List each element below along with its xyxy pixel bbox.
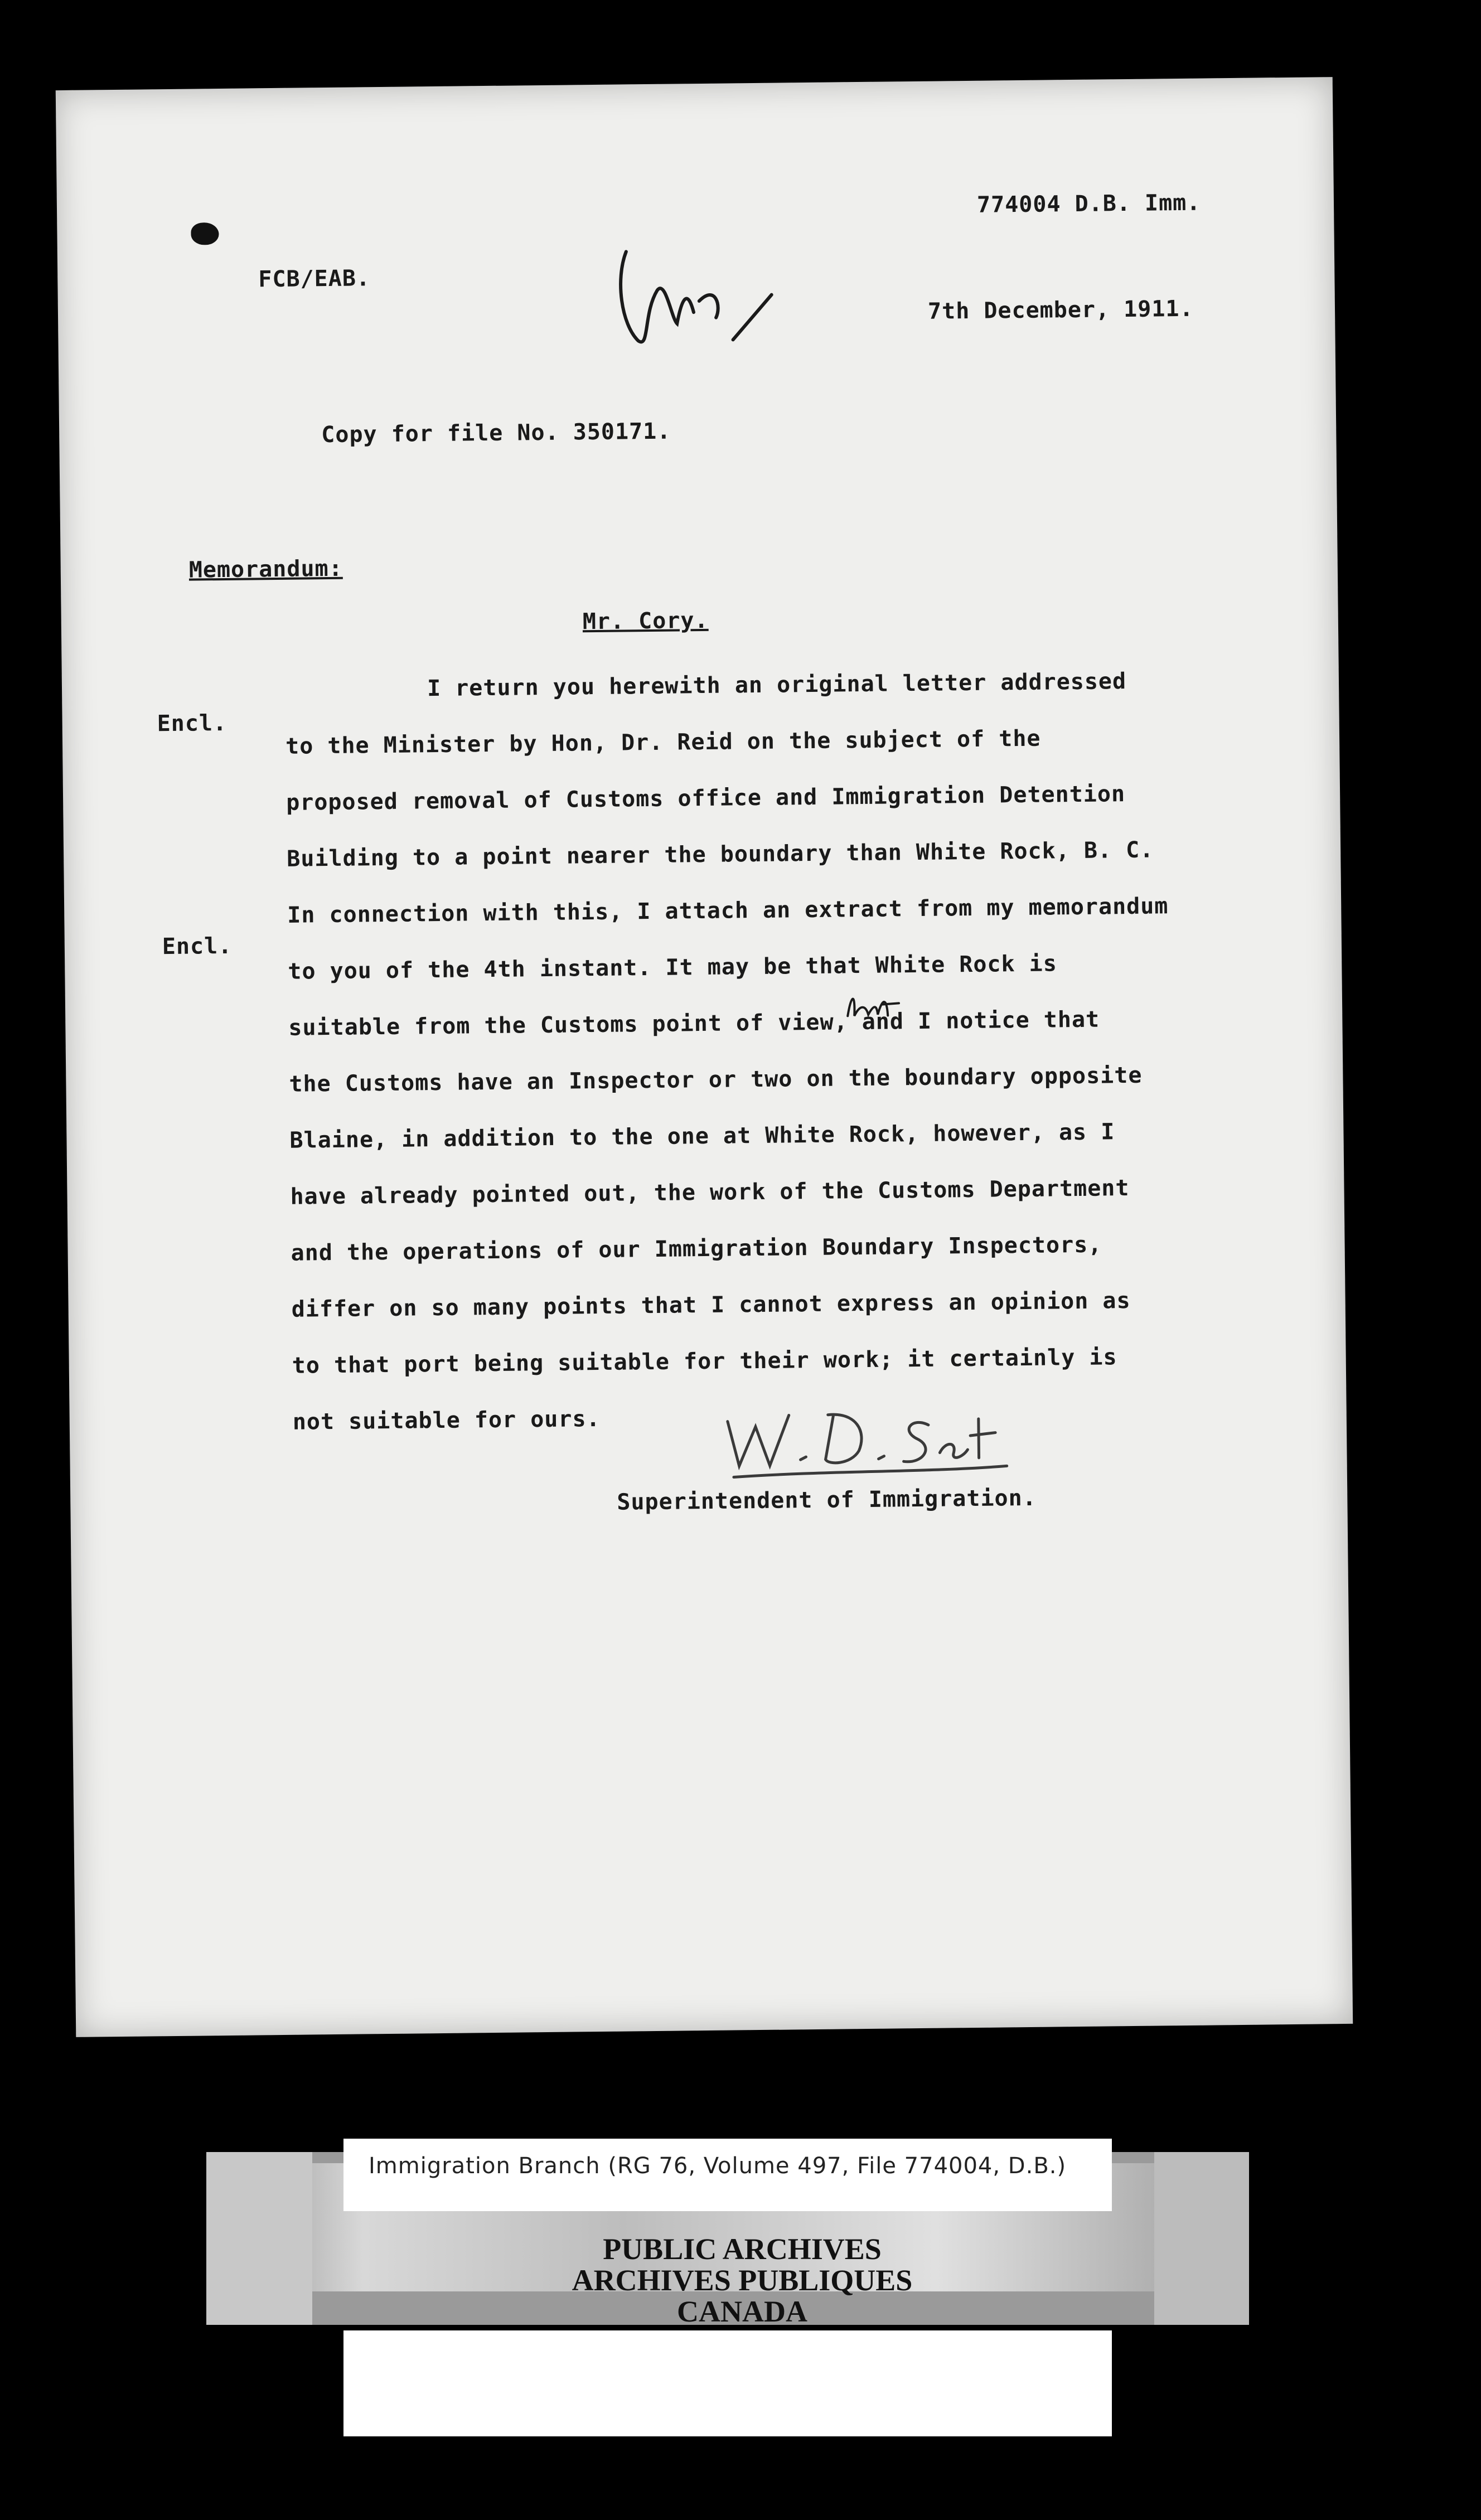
typist-initials: FCB/EAB. (258, 265, 371, 293)
signature-icon (716, 1396, 1018, 1483)
file-reference: 774004 D.B. Imm. (976, 190, 1201, 218)
body-line: differ on so many points that I cannot express an opinion as (291, 1288, 1131, 1322)
archive-source: Immigration Branch (RG 76, Volume 497, File 774004, D.B.) (369, 2153, 1067, 2179)
memorandum-heading: Memorandum: (188, 555, 343, 583)
signature-title: Superintendent of Immigration. (617, 1485, 1037, 1515)
body-line: proposed removal of Customs office and Immigration Detention (285, 781, 1126, 816)
stamp-line: CANADA (677, 2295, 807, 2328)
label-blank-area (343, 2330, 1112, 2436)
body-line: suitable from the Customs point of view, and I notice that (288, 1006, 1100, 1041)
body-line: In connection with this, I attach an extract from my memorandum (287, 893, 1169, 928)
body-line: to the Minister by Hon, Dr. Reid on the subject of the (285, 725, 1041, 759)
body-line: Blaine, in addition to the one at White Rock, however, as I (289, 1119, 1115, 1154)
letter-date: 7th December, 1911. (927, 295, 1194, 324)
label-left-end (206, 2152, 312, 2325)
body-line: I return you herewith an original letter addressed (427, 668, 1127, 702)
memo-body (285, 651, 1325, 1450)
body-line: to that port being suitable for their work; it certainly is (292, 1344, 1117, 1379)
document-page (56, 77, 1353, 2037)
body-line: the Customs have an Inspector or two on the boundary opposite (289, 1062, 1143, 1097)
label-right-end (1154, 2152, 1249, 2325)
handwritten-mark-icon (603, 227, 783, 385)
handwritten-correction-icon (843, 987, 905, 1021)
body-line: Building to a point nearer the boundary than White Rock, B. C. (286, 837, 1154, 872)
stamp-line: ARCHIVES PUBLIQUES (572, 2264, 913, 2297)
copy-for-file: Copy for file No. 350171. (321, 418, 671, 448)
body-line: have already pointed out, the work of the Customs Department (290, 1175, 1130, 1210)
stamp-line: PUBLIC ARCHIVES (603, 2232, 882, 2266)
enclosure-note: Encl. (162, 933, 233, 960)
archive-stamp (511, 2233, 974, 2328)
punch-hole (191, 222, 219, 245)
body-line: and the operations of our Immigration Boundary Inspectors, (291, 1232, 1102, 1266)
body-line: not suitable for ours. (292, 1406, 601, 1435)
addressee: Mr. Cory. (582, 607, 709, 635)
enclosure-note: Encl. (157, 710, 228, 737)
archive-source-tag (343, 2139, 1112, 2211)
body-line: to you of the 4th instant. It may be that White Rock is (288, 951, 1058, 985)
